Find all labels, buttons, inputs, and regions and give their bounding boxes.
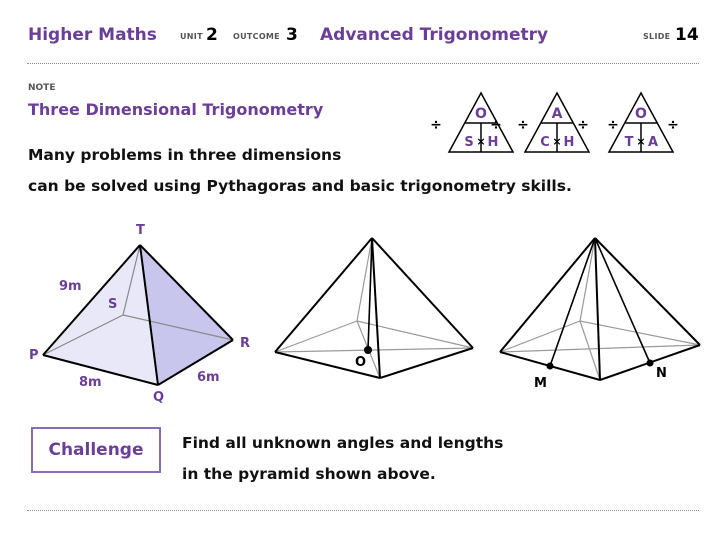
soh-triangle xyxy=(430,93,513,152)
pyramid-centre xyxy=(265,225,485,390)
footer-divider xyxy=(27,510,699,511)
slide-label: SLIDE xyxy=(643,32,671,41)
soh-divide-right: ÷ xyxy=(490,117,502,133)
soh-divide-left: ÷ xyxy=(430,117,442,133)
soh-top: O xyxy=(475,106,487,122)
header-divider xyxy=(27,63,699,64)
label-S: S xyxy=(108,297,118,312)
toa-top: O xyxy=(635,106,647,122)
label-P: P xyxy=(29,348,39,363)
label-base-8m: 8m xyxy=(79,375,102,390)
label-N: N xyxy=(656,366,667,381)
label-R: R xyxy=(240,336,251,351)
unit-value: 2 xyxy=(206,25,218,45)
cah-divide-left: ÷ xyxy=(517,117,529,133)
toa-triangle xyxy=(607,93,679,152)
toa-right: A xyxy=(647,135,659,150)
page-title: Three Dimensional Trigonometry xyxy=(28,100,324,119)
cah-right: H xyxy=(563,135,575,150)
slide-number: 14 xyxy=(675,25,699,45)
cah-triangle xyxy=(517,93,589,152)
cah-times: × xyxy=(552,135,562,148)
label-base-6m: 6m xyxy=(197,370,220,385)
challenge-line-2: in the pyramid shown above. xyxy=(182,465,436,483)
cah-left: C xyxy=(540,135,550,150)
cah-divide-right: ÷ xyxy=(577,117,589,133)
cah-top: A xyxy=(551,106,563,122)
pyramid-labelled xyxy=(20,215,270,410)
label-Q: Q xyxy=(153,390,165,405)
toa-divide-left: ÷ xyxy=(607,117,619,133)
soh-left: S xyxy=(464,135,474,150)
trig-triangles xyxy=(420,85,695,160)
topic-title: Advanced Trigonometry xyxy=(320,25,549,45)
outcome-label: OUTCOME xyxy=(233,32,280,41)
label-M: M xyxy=(534,376,547,391)
label-T: T xyxy=(136,223,145,238)
label-O: O xyxy=(355,355,367,370)
intro-line-2: can be solved using Pythagoras and basic trigonometry skills. xyxy=(28,177,572,195)
challenge-button[interactable]: Challenge xyxy=(31,427,161,473)
outcome-value: 3 xyxy=(286,25,298,45)
challenge-line-1: Find all unknown angles and lengths xyxy=(182,434,504,452)
toa-divide-right: ÷ xyxy=(667,117,679,133)
soh-times: × xyxy=(476,135,486,148)
label-edge-9m: 9m xyxy=(59,279,82,294)
toa-left: T xyxy=(624,135,634,150)
note-label: NOTE xyxy=(28,83,56,93)
soh-right: H xyxy=(487,135,499,150)
toa-times: × xyxy=(636,135,646,148)
pyramid-midpoints xyxy=(490,225,705,395)
intro-line-1: Many problems in three dimensions xyxy=(28,146,342,164)
course-title: Higher Maths xyxy=(28,25,157,45)
unit-label: UNIT xyxy=(180,32,203,41)
